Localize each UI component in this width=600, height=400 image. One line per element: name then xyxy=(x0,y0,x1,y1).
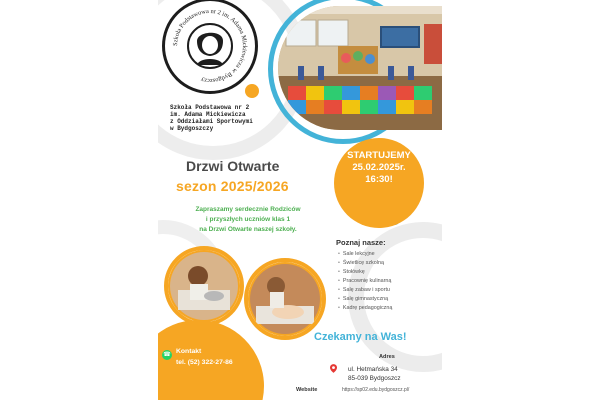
start-date: 25.02.2025r. xyxy=(352,162,406,173)
list-item: • Kadrę pedagogiczną xyxy=(338,305,393,311)
school-name-line: im. Adama Mickiewicza xyxy=(170,111,246,118)
event-title: Drzwi Otwarte xyxy=(186,158,280,174)
bullet-icon: • xyxy=(338,305,340,311)
website-link[interactable]: https://sp02.edu.bydgoszcz.pl/ xyxy=(342,387,410,393)
contact-block xyxy=(176,346,233,368)
phone-icon: ☎ xyxy=(163,352,171,358)
address-street: ul. Hetmańska 34 xyxy=(348,366,398,373)
school-name xyxy=(170,104,310,132)
features-list xyxy=(338,250,392,313)
logo-ring-text: Szkoła Podstawowa nr 2 im. Adama Mickiewicza w Bydgoszczy xyxy=(171,7,249,85)
start-badge-text xyxy=(334,150,424,186)
list-item: • Pracownię kulinarną xyxy=(338,278,392,284)
list-item: • Salę zabaw i sportu xyxy=(338,287,390,293)
closing-text: Czekamy na Was! xyxy=(314,331,407,343)
list-item: • Salę gimnastyczną xyxy=(338,296,389,302)
school-name-line: z Oddziałami Sportowymi xyxy=(170,118,253,125)
school-logo xyxy=(162,0,258,94)
event-season: sezon 2025/2026 xyxy=(176,178,289,194)
poster xyxy=(158,0,442,400)
bullet-icon: • xyxy=(338,287,340,293)
start-label: STARTUJEMY xyxy=(347,150,411,161)
kid-photo-ring xyxy=(244,258,326,340)
portrait-icon xyxy=(187,23,233,69)
location-pin-icon xyxy=(330,364,337,373)
address-block xyxy=(348,365,401,383)
invitation-text xyxy=(172,205,324,235)
invitation-line: Zapraszamy serdecznie Rodziców xyxy=(195,206,301,213)
invitation-line: i przyszłych uczniów klas 1 xyxy=(205,216,291,223)
bullet-icon: • xyxy=(338,269,340,275)
website-label: Website xyxy=(296,387,318,393)
bullet-icon: • xyxy=(338,278,340,284)
invitation-line: na Drzwi Otwarte naszej szkoły. xyxy=(199,226,297,233)
start-time: 16:30! xyxy=(365,174,393,185)
mickiewicz-portrait-icon xyxy=(189,25,231,67)
kid-photo-ring xyxy=(164,246,244,326)
bullet-icon: • xyxy=(338,260,340,266)
bullet-icon: • xyxy=(338,251,340,257)
contact-phone[interactable]: tel. (52) 322-27-86 xyxy=(176,359,233,366)
features-title: Poznaj nasze: xyxy=(336,238,386,247)
school-name-line: Szkoła Podstawowa nr 2 xyxy=(170,104,250,111)
address-label: Adres xyxy=(379,354,395,360)
list-item: • Sale lekcyjne xyxy=(338,251,375,257)
bullet-icon: • xyxy=(338,296,340,302)
list-item: • Świetlicę szkolną xyxy=(338,260,384,266)
address-city: 85-039 Bydgoszcz xyxy=(348,375,401,382)
contact-label: Kontakt xyxy=(176,348,202,355)
school-name-line: w Bydgoszczy xyxy=(170,125,214,132)
list-item: • Stołówkę xyxy=(338,269,365,275)
